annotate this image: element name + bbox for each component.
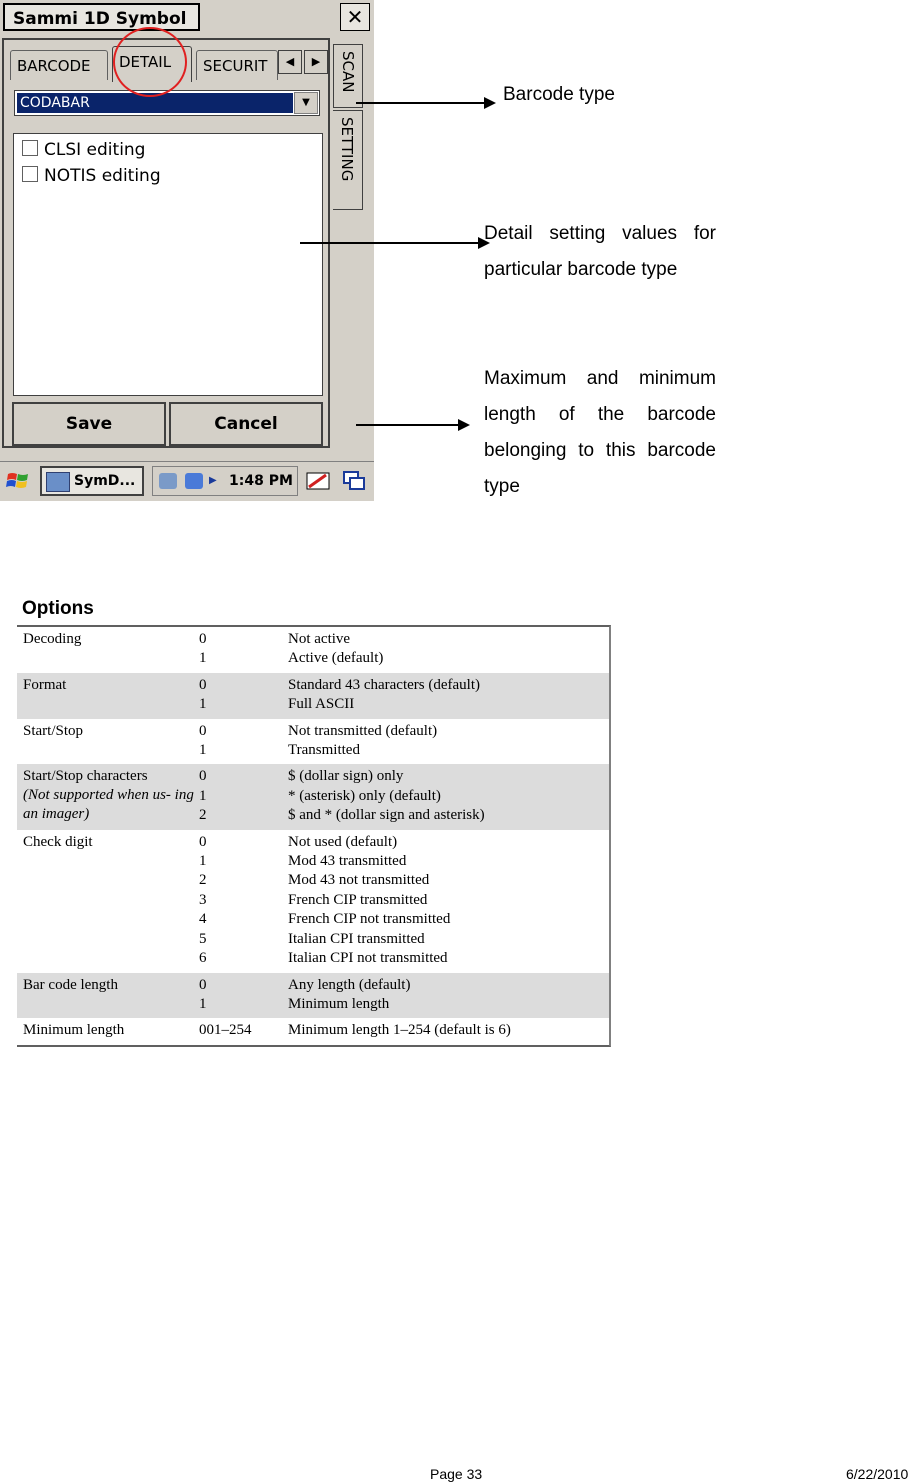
tab-security[interactable]: SECURIT <box>196 50 278 80</box>
annotation-length: Maximum and minimum length of the barcode belonging to this barcode type <box>484 368 716 497</box>
option-codes <box>199 833 288 969</box>
window-title: Sammi 1D Symbol <box>3 3 200 31</box>
checkbox-clsi[interactable] <box>22 140 38 156</box>
options-table <box>17 625 611 1047</box>
option-codes <box>199 630 288 669</box>
page-number: Page 33 <box>430 1466 483 1482</box>
option-code: 0 <box>199 976 207 993</box>
option-value: French CIP transmitted <box>288 891 428 908</box>
option-value: French CIP not transmitted <box>288 911 451 928</box>
option-value: Mod 43 transmitted <box>288 853 407 870</box>
option-code: 0 <box>199 833 207 850</box>
option-notis-editing[interactable] <box>22 165 161 187</box>
cancel-button[interactable]: Cancel <box>169 402 323 446</box>
task-label: SymD... <box>74 473 136 489</box>
option-code: 6 <box>199 950 207 967</box>
input-panel-icon[interactable] <box>306 470 330 492</box>
option-codes <box>199 722 288 761</box>
option-code: 2 <box>199 807 207 824</box>
footer-date: 6/22/2010 <box>846 1466 909 1482</box>
clock: 1:48 PM <box>229 473 293 489</box>
chevron-down-icon[interactable]: ▼ <box>294 92 318 114</box>
option-name <box>17 833 199 969</box>
option-label: Format <box>23 676 67 693</box>
table-row <box>17 627 609 673</box>
option-label: Decoding <box>23 631 82 647</box>
option-label: Start/Stop characters <box>23 768 148 785</box>
option-name <box>17 676 199 715</box>
option-code: 1 <box>199 853 207 870</box>
option-label: CLSI editing <box>44 140 146 160</box>
option-codes <box>199 676 288 715</box>
network-icon[interactable] <box>159 473 177 489</box>
device-window <box>0 0 374 500</box>
option-label: NOTIS editing <box>44 166 161 186</box>
option-name <box>17 1021 199 1040</box>
option-clsi-editing[interactable] <box>22 139 145 161</box>
arrow-barcode-type <box>356 102 486 104</box>
option-label: Start/Stop <box>23 722 84 739</box>
option-code: 0 <box>199 768 207 785</box>
tab-scan[interactable] <box>333 44 363 108</box>
option-codes <box>199 767 288 825</box>
option-value: Not used (default) <box>288 833 398 850</box>
option-code: 0 <box>199 722 207 739</box>
tab-scroll-left-button[interactable]: ◀ <box>278 50 302 74</box>
option-code: 1 <box>199 742 207 759</box>
arrow-detail-settings <box>300 242 480 244</box>
option-name <box>17 722 199 761</box>
option-value: Minimum length <box>288 995 390 1012</box>
option-value: Full ASCII <box>288 696 355 713</box>
taskbar-app-button[interactable] <box>40 466 144 496</box>
tab-setting[interactable] <box>333 110 363 210</box>
option-code: 5 <box>199 930 207 947</box>
option-code: 1 <box>199 787 207 804</box>
save-button[interactable]: Save <box>12 402 166 446</box>
taskbar <box>0 461 374 501</box>
table-row <box>17 973 609 1019</box>
option-code: 4 <box>199 911 207 928</box>
tab-barcode[interactable]: BARCODE <box>10 50 108 80</box>
option-note: (Not supported when us- ing an imager) <box>23 787 194 823</box>
option-values <box>288 630 609 669</box>
option-value: $ and * (dollar sign and asterisk) <box>288 807 485 824</box>
barcode-type-select[interactable] <box>14 90 320 116</box>
windows-start-icon[interactable] <box>6 470 30 492</box>
option-code: 0 <box>199 631 207 647</box>
option-code: 0 <box>199 676 207 693</box>
option-codes <box>199 1021 288 1040</box>
table-row <box>17 830 609 973</box>
option-code: 3 <box>199 891 207 908</box>
option-name <box>17 976 199 1015</box>
table-row <box>17 673 609 719</box>
option-value: Not transmitted (default) <box>288 722 438 739</box>
title-bar <box>0 0 374 36</box>
option-values <box>288 833 609 969</box>
option-label: Bar code length <box>23 976 118 993</box>
table-row <box>17 719 609 765</box>
arrow-length <box>356 424 460 426</box>
option-values <box>288 722 609 761</box>
close-button[interactable]: ✕ <box>340 3 370 31</box>
option-code: 1 <box>199 696 207 713</box>
checkbox-notis[interactable] <box>22 166 38 182</box>
connection-icon[interactable] <box>185 473 203 489</box>
annotation-barcode-type: Barcode type <box>503 84 615 105</box>
tab-setting-label: SETTING <box>338 117 356 182</box>
option-value: Italian CPI transmitted <box>288 930 425 947</box>
arrowhead-icon <box>458 419 470 431</box>
tab-scroll-right-button[interactable]: ▶ <box>304 50 328 74</box>
tab-detail[interactable]: DETAIL <box>112 46 192 82</box>
option-values <box>288 676 609 715</box>
option-value: Italian CPI not transmitted <box>288 950 448 967</box>
option-code: 1 <box>199 995 207 1012</box>
system-tray <box>152 466 298 496</box>
option-values <box>288 1021 609 1040</box>
option-name <box>17 767 199 825</box>
option-code: 2 <box>199 872 207 889</box>
windows-switch-icon[interactable] <box>342 470 366 492</box>
option-value: Standard 43 characters (default) <box>288 676 480 693</box>
option-codes <box>199 976 288 1015</box>
table-row <box>17 764 609 829</box>
option-value: Minimum length 1–254 (default is 6) <box>288 1022 511 1039</box>
option-code: 1 <box>199 650 207 667</box>
app-icon <box>46 472 70 492</box>
options-title: Options <box>22 598 94 619</box>
tab-scan-label: SCAN <box>339 51 357 93</box>
barcode-type-value: CODABAR <box>17 93 293 113</box>
tray-arrow-icon[interactable]: ▶ <box>209 475 217 486</box>
option-value: Transmitted <box>288 742 360 759</box>
option-name <box>17 630 199 669</box>
option-value: Any length (default) <box>288 976 411 993</box>
highlight-circle <box>113 27 187 97</box>
annotation-detail-settings: Detail setting values for particular barcode type <box>484 223 716 280</box>
option-values <box>288 976 609 1015</box>
option-value: Active (default) <box>288 650 384 667</box>
option-label: Minimum length <box>23 1022 125 1039</box>
option-value: Mod 43 not transmitted <box>288 872 430 889</box>
table-row <box>17 1018 609 1044</box>
option-value: Not active <box>288 631 351 647</box>
detail-options-list <box>13 133 323 396</box>
option-values <box>288 767 609 825</box>
option-value: * (asterisk) only (default) <box>288 787 441 804</box>
option-code: 001–254 <box>199 1022 252 1039</box>
option-value: $ (dollar sign) only <box>288 768 404 785</box>
arrowhead-icon <box>484 97 496 109</box>
option-label: Check digit <box>23 833 93 850</box>
